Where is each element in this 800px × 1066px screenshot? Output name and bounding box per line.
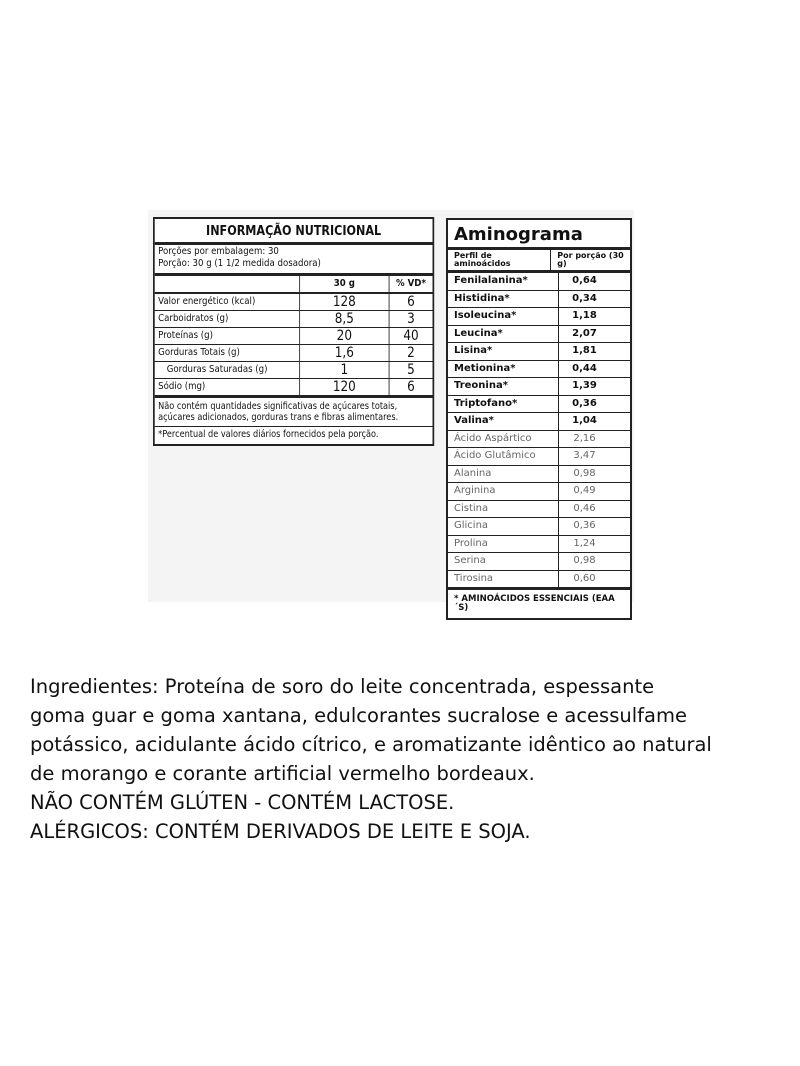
nutrition-facts-table [153, 217, 434, 446]
gluten-statement: NÃO CONTÉM GLÚTEN - CONTÉM LACTOSE. [30, 791, 455, 814]
header-profile: Perfil de aminoácidos [448, 250, 551, 270]
amino-name: Glicina [448, 518, 559, 535]
table-row [155, 379, 433, 397]
serving-info [155, 245, 433, 276]
nutrient-amount: 1 [300, 362, 389, 379]
table-row [448, 308, 630, 326]
nutrient-amount: 1,6 [300, 345, 389, 362]
aminogram-footnote: * AMINOÁCIDOS ESSENCIAIS (EAA´S) [454, 594, 615, 613]
nutrient-amount: 8,5 [300, 311, 389, 328]
amino-value: 0,49 [573, 485, 596, 497]
amino-value: 0,44 [572, 362, 597, 374]
amino-value: 3,47 [573, 450, 596, 462]
nutrition-title: INFORMAÇÃO NUTRICIONAL [155, 219, 433, 245]
amino-value: 0,36 [573, 520, 596, 532]
amino-name: Triptofano* [448, 396, 559, 413]
nutrient-amount: 120 [300, 379, 389, 397]
amino-name: Cistina [448, 501, 559, 518]
amino-name: Leucina* [448, 326, 559, 343]
table-row [448, 466, 630, 484]
table-row [448, 273, 630, 291]
amino-value: 1,24 [573, 537, 596, 549]
amino-name: Valina* [448, 413, 559, 430]
servings-per-package: Porções por embalagem: 30 [158, 246, 279, 257]
nutrient-name: Carboidratos (g) [155, 311, 300, 328]
table-row [448, 501, 630, 519]
aminogram-title: Aminograma [448, 220, 630, 250]
amino-value: 1,04 [572, 415, 597, 427]
amino-value: 0,64 [572, 275, 597, 287]
aminogram-header-row [448, 250, 630, 273]
amino-name: Treonina* [448, 378, 559, 395]
amino-name: Isoleucina* [448, 308, 559, 325]
nutrient-amount: 20 [300, 328, 389, 345]
amino-name: Ácido Glutâmico [448, 448, 559, 465]
amino-name: Histidina* [448, 291, 559, 308]
ingredients-line: goma guar e goma xantana, edulcorantes sucralose e acessulfame [30, 704, 687, 727]
nutrient-name: Valor energético (kcal) [155, 293, 300, 311]
header-portion: Por porção (30 g) [557, 251, 624, 268]
nutrition-note [155, 398, 433, 427]
table-row [155, 345, 433, 362]
amino-value: 0,60 [573, 572, 596, 584]
nutrient-dv: 2 [389, 345, 432, 362]
table-row [448, 571, 630, 591]
amino-value: 0,46 [573, 502, 596, 514]
table-row [155, 311, 433, 328]
nutrient-dv: 40 [389, 328, 432, 345]
amino-value: 2,16 [573, 432, 596, 444]
nutrient-dv: 5 [389, 362, 432, 379]
nutrient-name: Gorduras Totais (g) [155, 345, 300, 362]
amino-value: 0,98 [573, 467, 596, 479]
table-row [448, 536, 630, 554]
ingredients-line: potássico, acidulante ácido cítrico, e aromatizante idêntico ao natural [30, 733, 712, 756]
table-row [448, 291, 630, 309]
amino-name: Lisina* [448, 343, 559, 360]
table-row [448, 361, 630, 379]
amino-value: 0,36 [572, 397, 597, 409]
amino-value: 1,18 [572, 310, 597, 322]
nutrient-dv: 6 [389, 293, 432, 311]
header-amount: 30 g [300, 276, 389, 293]
nutrient-table [155, 276, 433, 398]
nutrient-dv: 3 [389, 311, 432, 328]
amino-name: Alanina [448, 466, 559, 483]
ingredients-text [30, 672, 770, 846]
amino-value: 0,34 [572, 292, 597, 304]
amino-name: Metionina* [448, 361, 559, 378]
nutrient-name: Gorduras Saturadas (g) [155, 362, 300, 379]
amino-value: 1,81 [572, 345, 597, 357]
note-line: açúcares adicionados, gorduras trans e fibras alimentares. [158, 412, 399, 423]
nutrient-header-row [155, 276, 433, 293]
header-blank [155, 276, 300, 293]
nutrient-name: Proteínas (g) [155, 328, 300, 345]
ingredients-line: de morango e corante artificial vermelho bordeaux. [30, 762, 535, 785]
amino-value: 1,39 [572, 380, 597, 392]
table-row [448, 483, 630, 501]
amino-name: Tirosina [448, 571, 559, 588]
nutrient-amount: 128 [300, 293, 389, 311]
table-row [448, 448, 630, 466]
amino-value: 0,98 [573, 555, 596, 567]
ingredients-line: Ingredientes: Proteína de soro do leite concentrada, espessante [30, 675, 655, 698]
amino-name: Prolina [448, 536, 559, 553]
table-row [155, 328, 433, 345]
table-row [448, 431, 630, 449]
amino-name: Ácido Aspártico [448, 431, 559, 448]
aminogram-table [446, 218, 632, 620]
amino-value: 2,07 [572, 327, 597, 339]
table-row [448, 326, 630, 344]
amino-name: Fenilalanina* [448, 273, 559, 290]
header-dv: % VD* [389, 276, 432, 293]
table-row [448, 518, 630, 536]
nutrition-footnote: *Percentual de valores diários fornecidos pela porção. [158, 429, 379, 440]
allergen-statement: ALÉRGICOS: CONTÉM DERIVADOS DE LEITE E SOJA. [30, 820, 531, 843]
table-row [448, 553, 630, 571]
table-row [448, 396, 630, 414]
table-row [155, 293, 433, 311]
note-line: Não contém quantidades significativas de açúcares totais, [158, 401, 398, 412]
nutrient-name: Sódio (mg) [155, 379, 300, 397]
nutrient-dv: 6 [389, 379, 432, 397]
serving-size: Porção: 30 g (1 1/2 medida dosadora) [158, 258, 321, 269]
table-row [448, 413, 630, 431]
table-row [448, 378, 630, 396]
amino-name: Serina [448, 553, 559, 570]
table-row [448, 343, 630, 361]
table-row [155, 362, 433, 379]
amino-name: Arginina [448, 483, 559, 500]
